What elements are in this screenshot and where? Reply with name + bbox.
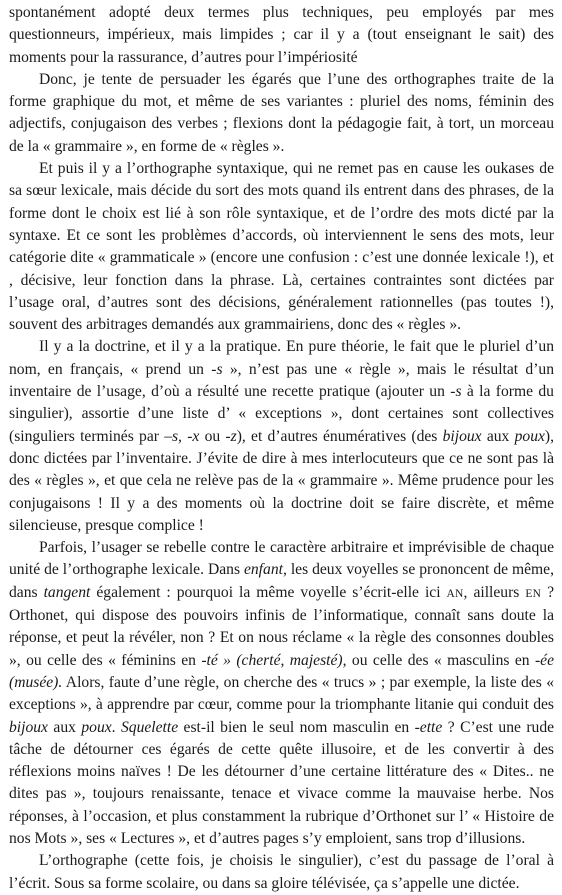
italic-text: -s [450,383,462,401]
italic-text: tangent [43,583,91,601]
text-run: », n’est pas une « règle », mais le résultat d’un inventaire de l’usage, d’où a résulté une recette pratique (ajouter un [9,360,554,401]
smallcaps-text: EN [525,587,542,600]
italic-text: Squelette [120,718,179,736]
text-run: ou celle des « masculins en [346,651,535,669]
italic-text: bijoux [442,427,482,445]
text-run: à la forme du singulier), assortie d’une liste d’ « exceptions », dont certaines sont collectives (singuliers terminés par [9,383,554,445]
paragraph [9,336,554,537]
text-run: ? C’est une rude tâche de détourner ces égarés de cette quête illusoire, et de les convertir à des réflexions moins naïves ! De les détourner d’une certaine littérature des « Dites.. ne dites pas », toujours renaissante, tenace et vivace comme la mauvaise herbe. Nos réponses, à l’occasion, et plus constamment la rubrique d’Orthonet sur l’ « Histoire de nos Mots », ses « Lectures », et d’autres pages s’y emploient, sans trop d’illusions. [9,718,555,847]
paragraph [9,2,554,69]
text-run: Parfois, l’usager se rebelle contre le caractère arbitraire et imprévisible de chaque unité de l’orthographe lexicale. Dans [9,539,554,579]
text-run: ), donc dictées par l’inventaire. J’évite de dire à mes interlocuteurs que ce ne sont pas là des « règles », et que cela ne relève pas de la « grammaire ». Même prudence pour les conjugaisons ! Il y a des moments où la doctrine doit se faire discrète, et même silencieuse, presque complice ! [9,427,555,534]
text-run: Donc, je tente de persuader les égarés que l’une des orthographes traite de la forme graphique du mot, et même de ses variantes : pluriel des noms, féminin des adjectifs, conjugaison des verbes ; flexions dont la pédagogie fait, à tort, un morceau de la « grammaire », en forme de « règles ». [9,70,554,155]
text-run: ), et d’autres énumératives (des [236,427,443,445]
italic-text: enfant, [243,561,287,579]
italic-text: poux [81,718,112,736]
paragraph [9,537,554,850]
text-run: aux [481,427,515,445]
italic-text: -s [211,360,223,378]
italic-text: -ette [414,718,443,736]
text-run: ou [199,427,226,445]
text-run: ? Orthonet, qui dispose des pouvoirs infinis de l’informatique, connaît sans doute la réponse, et peut la révéler, non ? Et on nous réclame « la règle des consonnes doubles », ou celle des « féminins en [9,583,554,669]
text-run: Et puis il y a l’orthographe syntaxique, qui ne remet pas en cause les oukases de sa sœur lexicale, mais décide du sort des mots quand ils entrent dans des phrases, de la forme dont le choix est lié à son rôle syntaxique, et de l’ordre des mots dicté par la syntaxe. Et ce sont les problèmes d’accords, où interviennent le sens des mots, leur catégorie dite « grammaticale » (encore une confusion : c’est une donnée lexicale !), et , décisive, leur fonction dans la phrase. Là, certaines contraintes sont dictées par l’usage oral, d’autres sont des décisions, généralement rationnelles (pas toutes !), souvent des arbitrages demandés aux grammairiens, donc des « règles ». [9,160,554,334]
text-run: les deux voyelles se prononcent de même, dans [9,561,554,601]
text-run: aux [47,718,82,736]
text-run: spontanément adopté deux termes plus techniques, peu employés par mes questionneurs, impérieux, mais limpides ; car il y a (tout enseignant le sait) des moments pour la rassurance, d’autres pour l’impériosité [9,4,554,66]
paragraph [9,850,554,895]
italic-text: -té » (cherté, majesté), [201,651,347,669]
text-run: est-il bien le seul nom masculin en [178,718,415,736]
text-run: Il y a la doctrine, et il y a la pratique. En pure théorie, le fait que le pluriel d’un nom, en français, « prend un [9,338,554,378]
italic-text: -z [225,427,237,445]
italic-text: -ée (musée). [9,651,555,691]
text-run: , ailleurs [463,583,526,601]
text-run: . [111,718,121,736]
text-run: L’orthographe (cette fois, je choisis le singulier), c’est du passage de l’oral à l’écrit. Sous sa forme scolaire, ou dans sa gloire télévisée, ça s’appelle une dictée. [9,852,554,892]
paragraph [9,69,554,158]
smallcaps-text: AN [446,587,464,600]
italic-text: poux [514,427,545,445]
italic-text: –s, -x [164,427,200,445]
text-run: également : pourquoi la même voyelle s’écrit-elle ici [90,583,447,601]
paragraph [9,158,554,336]
text-run: Alors, faute d’une règle, on cherche des « trucs » ; par exemple, la liste des « exceptions », à apprendre par cœur, comme pour la triomphante litanie qui conduit des [9,673,554,714]
italic-text: bijoux [9,718,48,736]
